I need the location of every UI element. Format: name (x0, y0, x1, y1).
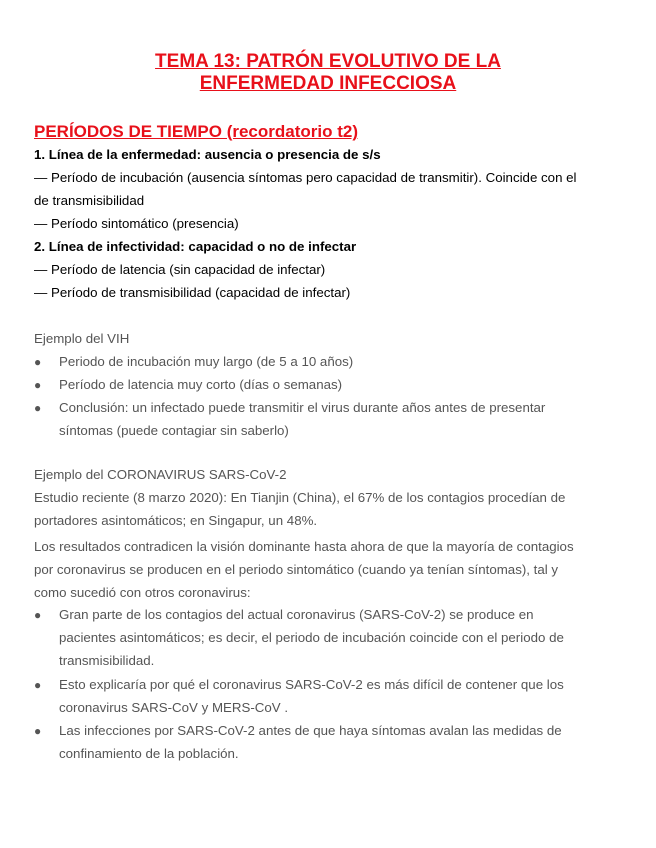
corona-bullet-2-line-2: coronavirus SARS-CoV y MERS-CoV . (59, 700, 289, 715)
vih-bullet-3-line-1: Conclusión: un infectado puede transmitir el virus durante años antes de presentar (59, 400, 546, 415)
vih-bullet-1: Periodo de incubación muy largo (de 5 a 10 años) (59, 354, 354, 369)
corona-study-line-1: Estudio reciente (8 marzo 2020): En Tianjin (China), el 67% de los contagios procedían de (34, 490, 566, 505)
corona-results-line-1: Los resultados contradicen la visión dominante hasta ahora de que la mayoría de contagios (34, 539, 574, 554)
corona-bullet-1-line-3: transmisibilidad. (59, 653, 155, 668)
corona-results-line-3: como sucedió con otros coronavirus: (34, 585, 251, 600)
incubation-line-1: — Período de incubación (ausencia síntomas pero capacidad de transmitir). Coincide con el (34, 170, 577, 185)
bullet-icon: ● (34, 724, 42, 738)
corona-bullet-1-line-2: pacientes asintomáticos; es decir, el periodo de incubación coincide con el periodo de (59, 630, 564, 645)
corona-bullet-3-line-2: confinamiento de la población. (59, 746, 239, 761)
title-line-1: TEMA 13: PATRÓN EVOLUTIVO DE LA (155, 51, 501, 72)
corona-bullet-1-line-1: Gran parte de los contagios del actual coronavirus (SARS-CoV-2) se produce en (59, 607, 534, 622)
transmissibility-period: — Período de transmisibilidad (capacidad de infectar) (34, 285, 351, 300)
vih-heading: Ejemplo del VIH (34, 331, 130, 346)
infectivity-line-heading: 2. Línea de infectividad: capacidad o no de infectar (34, 239, 357, 254)
corona-heading: Ejemplo del CORONAVIRUS SARS-CoV-2 (34, 467, 287, 482)
incubation-line-2: de transmisibilidad (34, 193, 145, 208)
vih-bullet-2: Período de latencia muy corto (días o semanas) (59, 377, 343, 392)
bullet-icon: ● (34, 355, 42, 369)
corona-bullet-2-line-1: Esto explicaría por qué el coronavirus SARS-CoV-2 es más difícil de contener que los (59, 677, 564, 692)
corona-results-line-2: por coronavirus se producen en el periodo sintomático (cuando ya tenían síntomas), tal y (34, 562, 559, 577)
disease-line-heading: 1. Línea de la enfermedad: ausencia o presencia de s/s (34, 147, 381, 162)
bullet-icon: ● (34, 401, 42, 415)
bullet-icon: ● (34, 608, 42, 622)
section-heading: PERÍODOS DE TIEMPO (recordatorio t2) (34, 122, 358, 141)
corona-study-line-2: portadores asintomáticos; en Singapur, un 48%. (34, 513, 318, 528)
title-line-2: ENFERMEDAD INFECCIOSA (199, 73, 457, 94)
bullet-icon: ● (34, 678, 42, 692)
vih-bullet-3-line-2: síntomas (puede contagiar sin saberlo) (59, 423, 289, 438)
bullet-icon: ● (34, 378, 42, 392)
corona-bullet-3-line-1: Las infecciones por SARS-CoV-2 antes de que haya síntomas avalan las medidas de (59, 723, 562, 738)
page-title (40, 51, 616, 95)
symptomatic-period: — Período sintomático (presencia) (34, 216, 239, 231)
latency-period: — Período de latencia (sin capacidad de infectar) (34, 262, 326, 277)
